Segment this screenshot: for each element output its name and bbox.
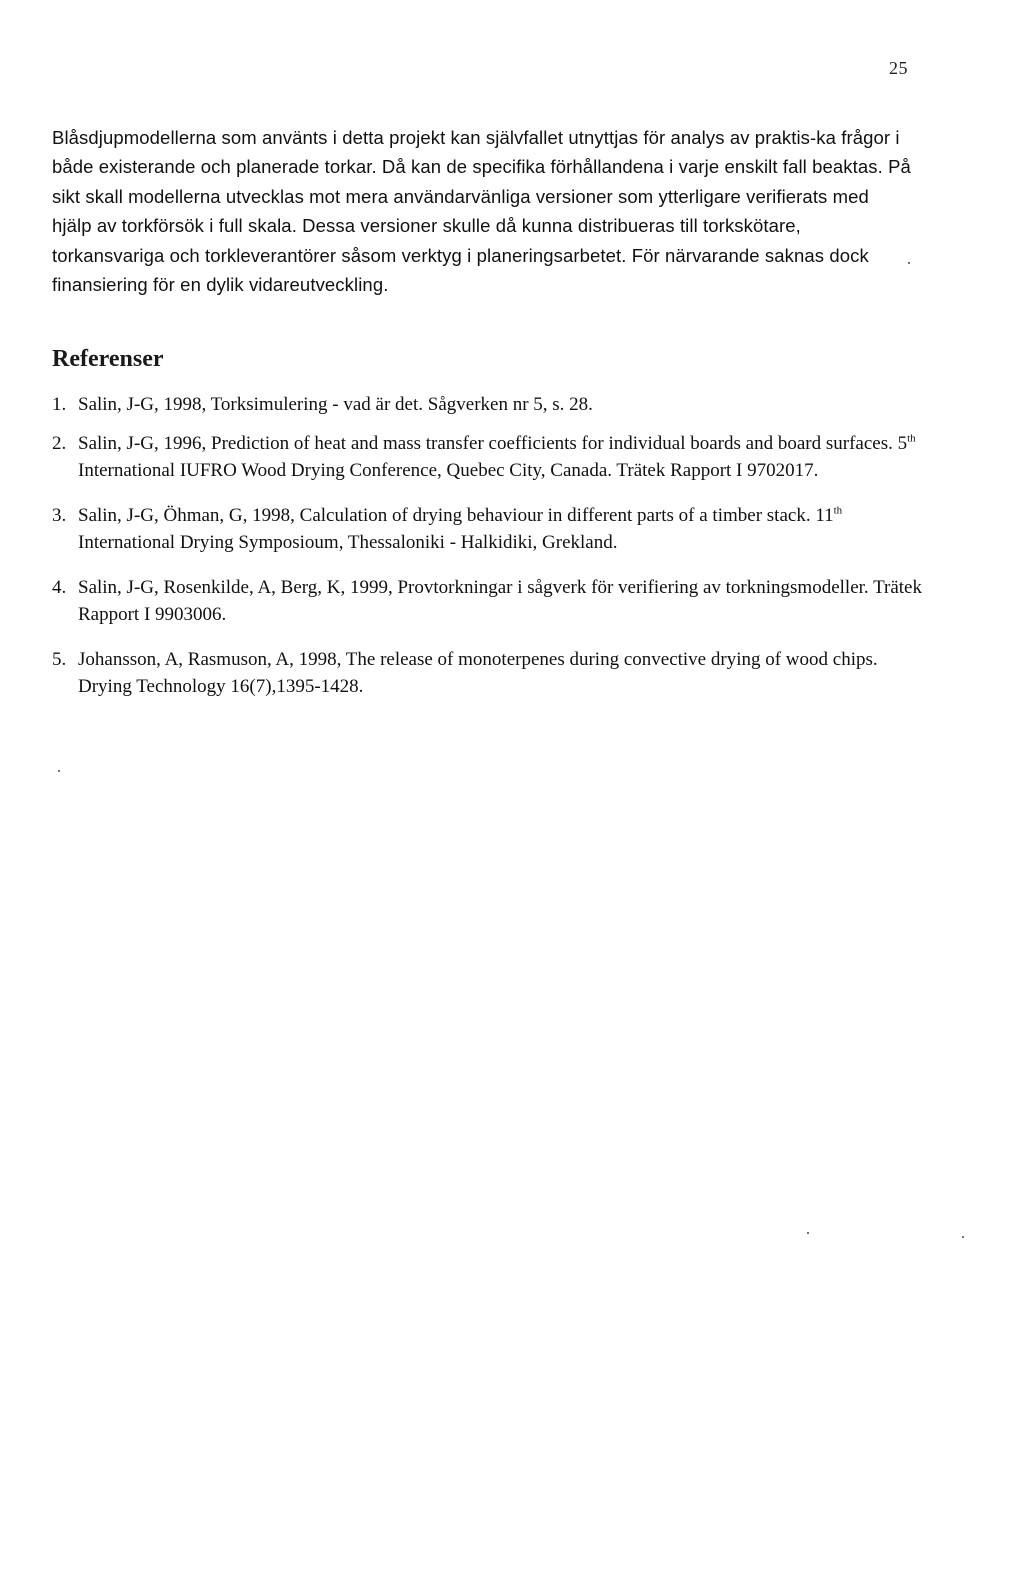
reference-text-part: Salin, J-G, Öhman, G, 1998, Calculation of drying behaviour in different parts of a timber stack. 11 bbox=[78, 505, 834, 526]
reference-number: 3. bbox=[52, 505, 67, 526]
reference-number: 1. bbox=[52, 394, 67, 415]
body-paragraph: Blåsdjupmodellerna som använts i detta projekt kan självfallet utnyttjas för analys av praktis-ka frågor i både existerande och planerade torkar. Då kan de specifika förhållandena i varje enskilt fall beaktas. På sikt skall modellerna utvecklas mot mera användarvänliga versioner som ytterligare verifierats med hjälp av torkförsök i full skala. Dessa versioner skulle då kunna distribueras till torkskötare, torkansvariga och torkleverantörer såsom verktyg i planeringsarbetet. För närvarande saknas dock finansiering för en dylik vidareutveckling. bbox=[52, 127, 911, 296]
references-heading: Referenser bbox=[52, 346, 164, 372]
reference-text-part: International Drying Symposioum, Thessaloniki - Halkidiki, Grekland. bbox=[78, 532, 618, 553]
reference-item-2 bbox=[52, 430, 932, 484]
scan-speck bbox=[807, 1232, 809, 1234]
reference-text: Johansson, A, Rasmuson, A, 1998, The release of monoterpenes during convective drying of wood chips. Drying Technology 16(7),1395-1428. bbox=[78, 649, 878, 697]
scan-speck bbox=[962, 1236, 964, 1238]
reference-text-part: Salin, J-G, 1996, Prediction of heat and mass transfer coefficients for individual boards and board surfaces. 5 bbox=[78, 433, 908, 454]
reference-text: Salin, J-G, 1998, Torksimulering - vad är det. Sågverken nr 5, s. 28. bbox=[78, 394, 593, 415]
reference-item-4 bbox=[52, 574, 932, 628]
reference-item-1 bbox=[52, 391, 932, 418]
ordinal-suffix: th bbox=[833, 504, 843, 517]
scan-speck bbox=[58, 770, 60, 772]
reference-text bbox=[78, 502, 932, 556]
scan-speck bbox=[908, 262, 910, 264]
reference-item-5 bbox=[52, 646, 932, 700]
ordinal-suffix: th bbox=[907, 432, 916, 445]
reference-number: 5. bbox=[52, 649, 67, 670]
reference-number: 2. bbox=[52, 433, 67, 454]
reference-number: 4. bbox=[52, 577, 67, 598]
reference-text: Salin, J-G, Rosenkilde, A, Berg, K, 1999, Provtorkningar i sågverk för verifiering av torkningsmodeller. Trätek Rapport I 9903006. bbox=[78, 577, 922, 625]
reference-text-part: International IUFRO Wood Drying Conference, Quebec City, Canada. Trätek Rapport I 9702017. bbox=[78, 460, 819, 481]
page-number: 25 bbox=[889, 58, 908, 78]
reference-text bbox=[78, 430, 932, 484]
reference-item-3 bbox=[52, 502, 932, 556]
reference-list bbox=[52, 391, 932, 718]
